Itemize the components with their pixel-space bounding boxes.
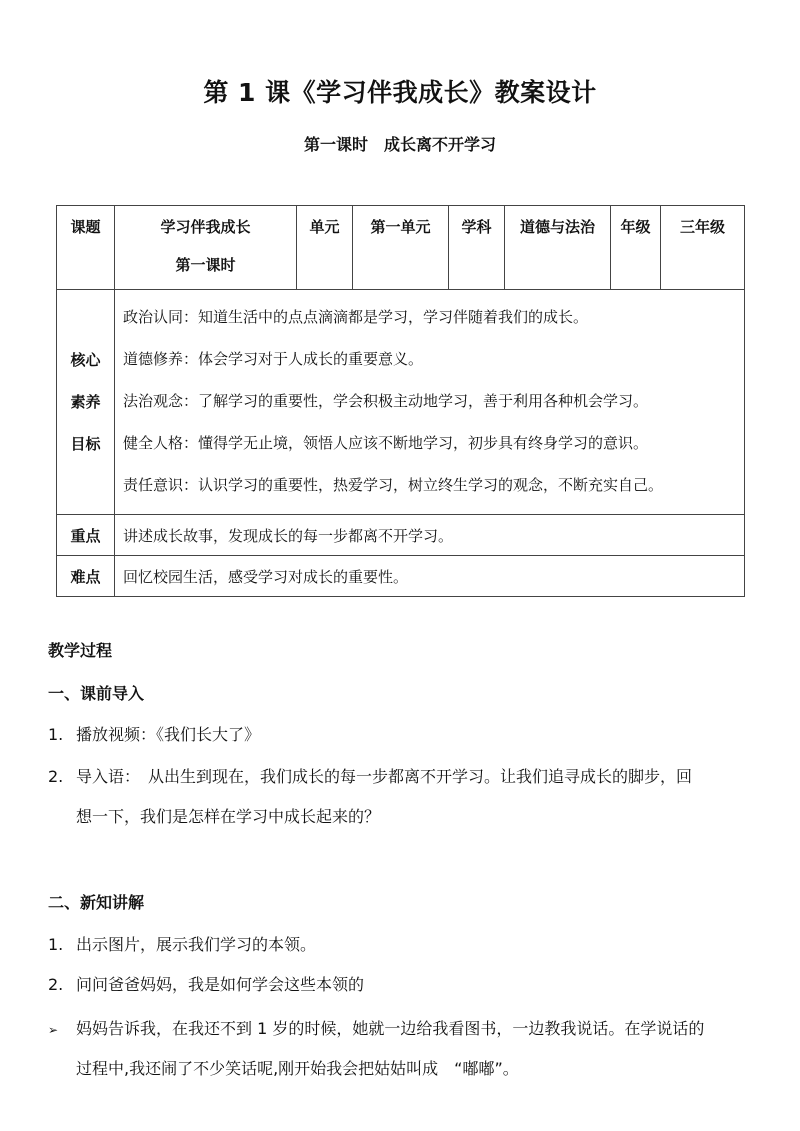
goal-political: 政治认同：知道生活中的点点滴滴都是学习，学习伴随着我们的成长。 — [123, 308, 589, 326]
goal-law: 法治观念：了解学习的重要性，学会积极主动地学习，善于利用各种机会学习。 — [123, 392, 649, 410]
subject-value: 道德与法治 — [505, 206, 611, 290]
grade-label: 年级 — [611, 206, 661, 290]
lesson-info-table — [56, 205, 745, 597]
document-title: 第 1 课《学习伴我成长》教案设计 — [203, 78, 597, 107]
section-heading-new-knowledge: 二、新知讲解 — [48, 893, 145, 912]
unit-value: 第一单元 — [353, 206, 449, 290]
list-item: 2. 问问爸爸妈妈，我是如何学会这些本领的 — [48, 975, 365, 994]
process-heading: 教学过程 — [48, 641, 113, 660]
bullet-item: ➢ 妈妈告诉我，在我还不到 1 岁的时候，她就一边给我看图书，一边教我说话。在学说话的 — [48, 1019, 705, 1038]
core-goals-list — [115, 290, 745, 515]
list-item: 1. 出示图片，展示我们学习的本领。 — [48, 935, 317, 954]
goal-moral: 道德修养：体会学习对于人成长的重要意义。 — [123, 350, 424, 368]
key-point-label: 重点 — [57, 515, 115, 556]
list-item: 2. 导入语： 从出生到现在，我们成长的每一步都离不开学习。让我们追寻成长的脚步，回 — [48, 767, 693, 786]
arrow-bullet-icon: ➢ — [48, 1023, 59, 1037]
difficult-point-text: 回忆校园生活，感受学习对成长的重要性。 — [115, 556, 745, 597]
section-heading-intro: 一、课前导入 — [48, 684, 145, 703]
difficult-point-label: 难点 — [57, 556, 115, 597]
subject-label: 学科 — [449, 206, 505, 290]
core-goals-label: 核心 素养 目标 — [57, 290, 115, 515]
goal-personality: 健全人格：懂得学无止境，领悟人应该不断地学习，初步具有终身学习的意识。 — [123, 434, 649, 452]
table-row-key — [57, 515, 745, 556]
topic-label: 课题 — [57, 206, 115, 290]
table-row-core-goals — [57, 290, 745, 515]
topic-line-2: 第一课时 — [175, 256, 236, 274]
key-point-text: 讲述成长故事，发现成长的每一步都离不开学习。 — [115, 515, 745, 556]
table-row-difficult — [57, 556, 745, 597]
topic-line-1: 学习伴我成长 — [160, 218, 251, 236]
grade-value: 三年级 — [661, 206, 745, 290]
list-item: 1. 播放视频：《我们长大了》 — [48, 725, 261, 744]
table-row-header — [57, 206, 745, 290]
bullet-item-continuation: 过程中,我还闹了不少笑话呢,刚开始我会把姑姑叫成 “嘟嘟”。 — [76, 1059, 519, 1078]
unit-label: 单元 — [297, 206, 353, 290]
document-subtitle: 第一课时 成长离不开学习 — [303, 135, 496, 154]
topic-value — [115, 206, 297, 290]
goal-responsibility: 责任意识：认识学习的重要性，热爱学习，树立终生学习的观念，不断充实自己。 — [123, 476, 664, 494]
list-item-continuation: 想一下，我们是怎样在学习中成长起来的？ — [76, 807, 381, 826]
